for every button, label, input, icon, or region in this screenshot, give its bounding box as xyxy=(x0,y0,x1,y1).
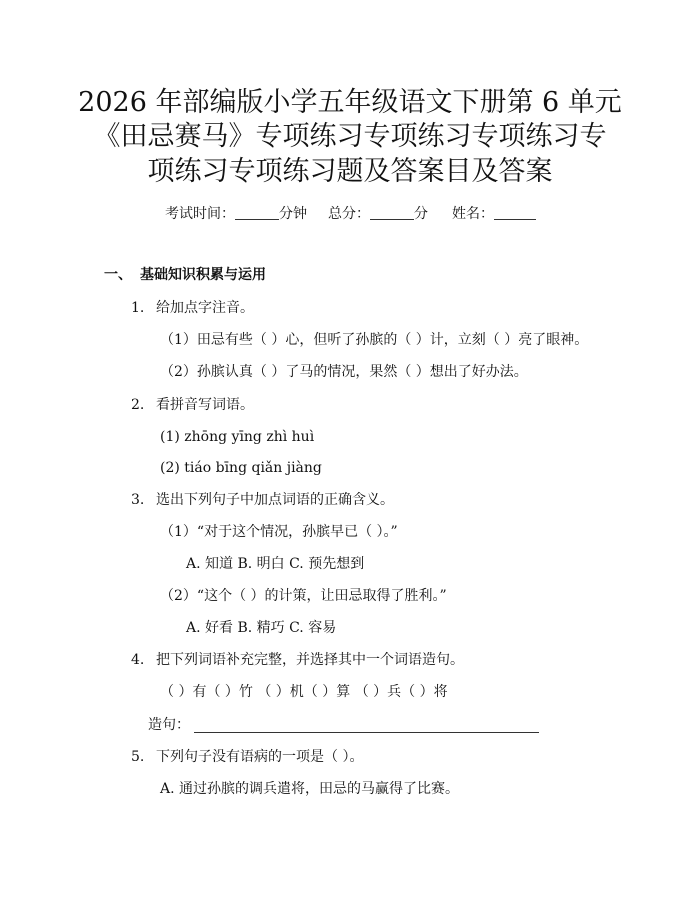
question-1-sentence-2: （2）孙膑认真（ ）了马的情况，果然（ ）想出了好办法。 xyxy=(160,364,528,380)
total-score-label: 总分： xyxy=(328,206,370,222)
question-1-text: 给加点字注音。 xyxy=(156,300,254,316)
question-3-num: 3. xyxy=(131,492,145,508)
question-5-num: 5. xyxy=(131,749,145,765)
question-4-text: 把下列词语补充完整，并选择其中一个词语造句。 xyxy=(156,652,464,668)
title-line-1: 2026 年部编版小学五年级语文下册第 6 单元 xyxy=(78,87,622,118)
question-3-sentence-1: （1）“对于这个情况，孙膑早已（ ）。” xyxy=(160,524,398,540)
total-score-unit: 分 xyxy=(414,206,428,222)
question-4 xyxy=(131,650,464,670)
question-4-make-label: 造句： xyxy=(148,717,190,733)
question-1 xyxy=(131,298,254,318)
title-line-3: 项练习专项练习题及答案目及答案 xyxy=(147,156,553,187)
question-1-sentence-1: （1）田忌有些（ ）心，但听了孙膑的（ ）计，立刻（ ）亮了眼神。 xyxy=(160,332,589,348)
question-3-text: 选出下列句子中加点词语的正确含义。 xyxy=(156,492,394,508)
exam-time-blank[interactable] xyxy=(235,205,279,220)
question-5-text: 下列句子没有语病的一项是（ ）。 xyxy=(156,749,364,765)
section-1-num: 一、 xyxy=(104,267,132,283)
question-2-pinyin-2: (2) tiáo bīng qiǎn jiàng xyxy=(160,460,322,476)
question-2 xyxy=(131,395,254,415)
student-name-label: 姓名： xyxy=(452,206,494,222)
exam-time-unit: 分钟 xyxy=(279,206,307,222)
exam-time xyxy=(165,204,307,224)
exam-time-label: 考试时间： xyxy=(165,206,235,222)
question-2-text: 看拼音写词语。 xyxy=(156,397,254,413)
question-4-words: （ ）有（ ）竹 （ ）机（ ）算 （ ）兵（ ）将 xyxy=(160,684,448,700)
section-1-title: 基础知识积累与运用 xyxy=(140,267,266,283)
total-score-blank[interactable] xyxy=(370,205,414,220)
student-name xyxy=(452,204,536,224)
question-3-sentence-2: （2）“这个（ ）的计策，让田忌取得了胜利。” xyxy=(160,588,447,604)
total-score xyxy=(328,204,428,224)
question-3-options-2: A. 好看 B. 精巧 C. 容易 xyxy=(186,620,337,636)
question-3-options-1: A. 知道 B. 明白 C. 预先想到 xyxy=(186,556,365,572)
question-1-num: 1. xyxy=(131,300,145,316)
title-line-2: 《田忌赛马》专项练习专项练习专项练习专 xyxy=(93,121,607,152)
sentence-answer-line[interactable] xyxy=(194,718,539,733)
question-3 xyxy=(131,490,394,510)
question-4-num: 4. xyxy=(131,652,145,668)
student-name-blank[interactable] xyxy=(494,205,536,220)
question-5-option-a: A. 通过孙膑的调兵遣将，田忌的马赢得了比赛。 xyxy=(160,781,460,797)
question-4-sentence-making xyxy=(148,715,539,735)
question-5 xyxy=(131,747,363,767)
section-1-heading xyxy=(104,265,266,285)
question-2-pinyin-1: (1) zhōng yīng zhì huì xyxy=(160,429,315,445)
question-2-num: 2. xyxy=(131,397,145,413)
